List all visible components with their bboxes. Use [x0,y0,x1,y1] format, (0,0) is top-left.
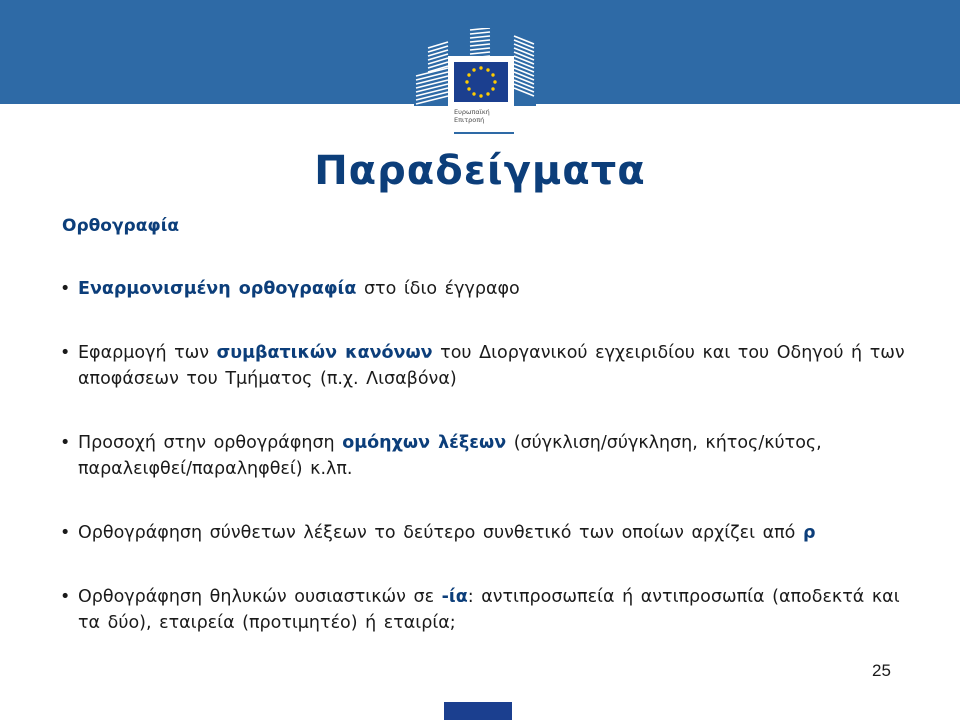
bullet-item [56,276,906,302]
bullet-emphasis: -ία [441,587,468,607]
bullet-text: : αντιπροσωπεία ή αντιπροσωπία (αποδεκτά και τα δύο), εταιρεία (προτιμητέο) ή εταιρία; [78,587,900,633]
logo-line-2: Επιτροπή [454,116,485,124]
bullet-emphasis: Εναρμονισμένη ορθογραφία [78,279,357,299]
bullet-item [56,340,906,392]
bullet-item [56,430,906,482]
bullet-dot: • [60,343,71,363]
slide-title: Παραδείγματα [314,148,646,194]
bullet-list [56,276,906,674]
page-number: 25 [872,661,891,680]
bullet-text-pre: Εφαρμογή των [78,343,217,363]
logo-line-1: Ευρωπαϊκή [454,108,490,116]
bullet-dot: • [60,587,71,607]
bullet-text: του Διοργανικού εγχειριδίου και του Οδηγού ή των αποφάσεων του Τμήματος (π.χ. Λισαβόνα) [78,343,905,389]
bullet-dot: • [60,279,71,299]
bullet-emphasis: συμβατικών κανόνων [216,343,433,363]
bottom-bar [444,702,512,720]
bullet-text-pre: Προσοχή στην ορθογράφηση [78,433,343,453]
bullet-text: στο ίδιο έγγραφο [356,279,520,299]
bullet-emphasis: ομόηχων λέξεων [342,433,507,453]
bullet-emphasis: ρ [802,523,816,543]
bullet-item [56,584,906,636]
bullet-text: (σύγκλιση/σύγκληση, κήτος/κύτος, παραλειφθεί/παραληφθεί) κ.λπ. [78,433,822,479]
bullet-item [56,520,906,546]
bullet-dot: • [60,523,71,543]
bullet-text-pre: Ορθογράφηση σύνθετων λέξεων το δεύτερο συνθετικό των οποίων αρχίζει από [78,523,803,543]
logo-text [454,108,524,124]
bullet-dot: • [60,433,71,453]
bullet-text-pre: Ορθογράφηση θηλυκών ουσιαστικών σε [78,587,442,607]
section-heading: Ορθογραφία [62,216,180,236]
